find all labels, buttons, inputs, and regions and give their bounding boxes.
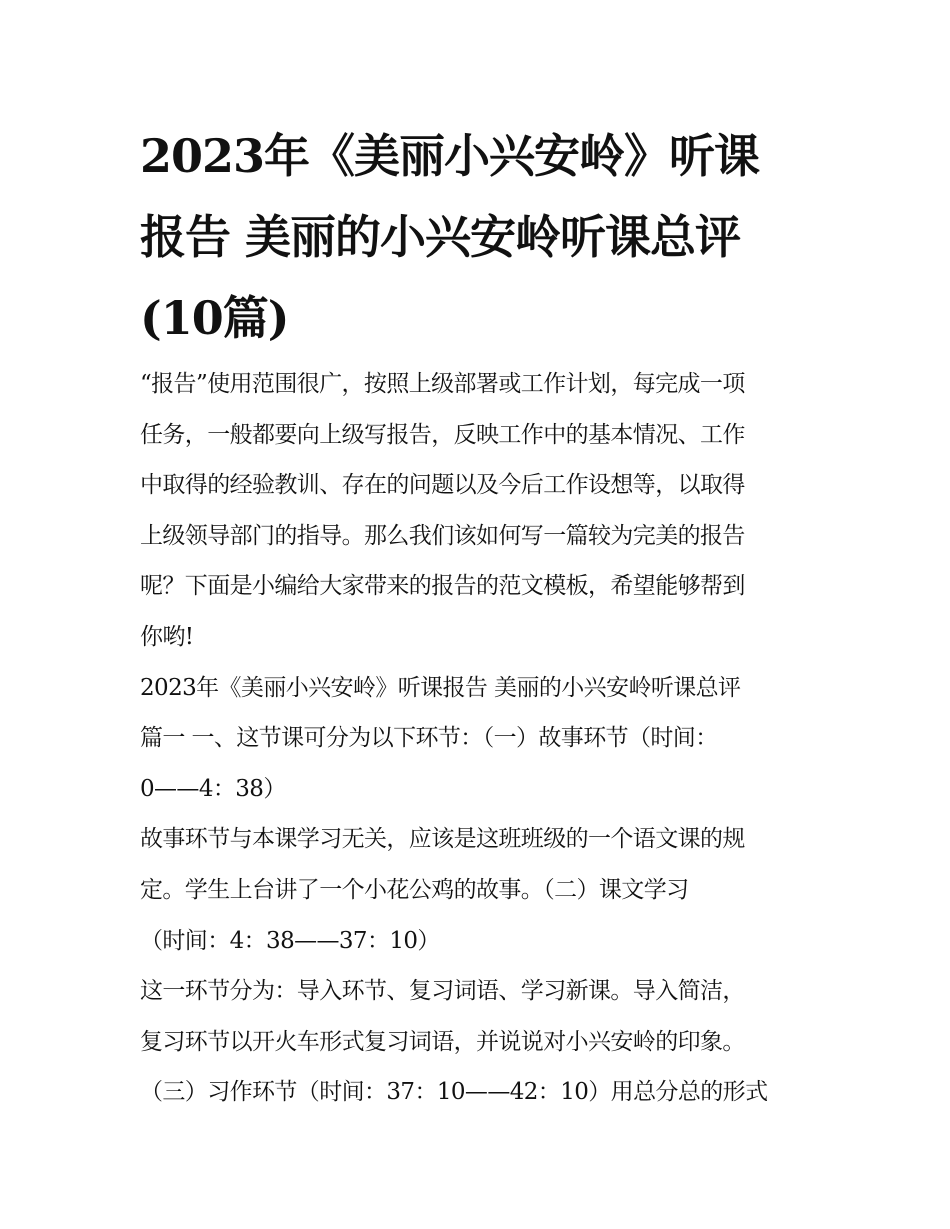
body-line: 中取得的经验教训、存在的问题以及今后工作设想等，以取得 — [140, 472, 745, 498]
body-line: “报告”使用范围很广，按照上级部署或工作计划，每完成一项 — [140, 371, 745, 397]
body-line: （三）习作环节（时间：37：10——42：10）用总分总的形式 — [140, 1079, 768, 1105]
body-line: 呢？下面是小编给大家带来的报告的范文模板，希望能够帮到 — [140, 573, 745, 599]
body-line: 定。学生上台讲了一个小花公鸡的故事。（二）课文学习 — [140, 877, 689, 903]
body-line: 任务，一般都要向上级写报告，反映工作中的基本情况、工作 — [140, 422, 745, 448]
document-title-line-3: (10篇) — [140, 291, 289, 345]
body-line: 故事环节与本课学习无关，应该是这班班级的一个语文课的规 — [140, 826, 745, 852]
body-line: 2023年《美丽小兴安岭》听课报告 美丽的小兴安岭听课总评 — [140, 675, 741, 701]
body-line: 上级领导部门的指导。那么我们该如何写一篇较为完美的报告 — [140, 523, 745, 549]
document-title-line-2: 报告 美丽的小兴安岭听课总评 — [140, 210, 741, 264]
body-line: 复习环节以开火车形式复习词语，并说说对小兴安岭的印象。 — [140, 1029, 745, 1055]
body-line: 0——4：38） — [140, 776, 286, 802]
body-line: （时间：4：38——37：10） — [140, 928, 440, 954]
document-title-line-1: 2023年《美丽小兴安岭》听课 — [140, 129, 760, 183]
body-line: 这一环节分为：导入环节、复习词语、学习新课。导入简洁， — [140, 978, 745, 1004]
body-line: 篇一 一、这节课可分为以下环节：（一）故事环节（时间： — [140, 725, 718, 751]
body-line: 你哟! — [140, 624, 194, 650]
